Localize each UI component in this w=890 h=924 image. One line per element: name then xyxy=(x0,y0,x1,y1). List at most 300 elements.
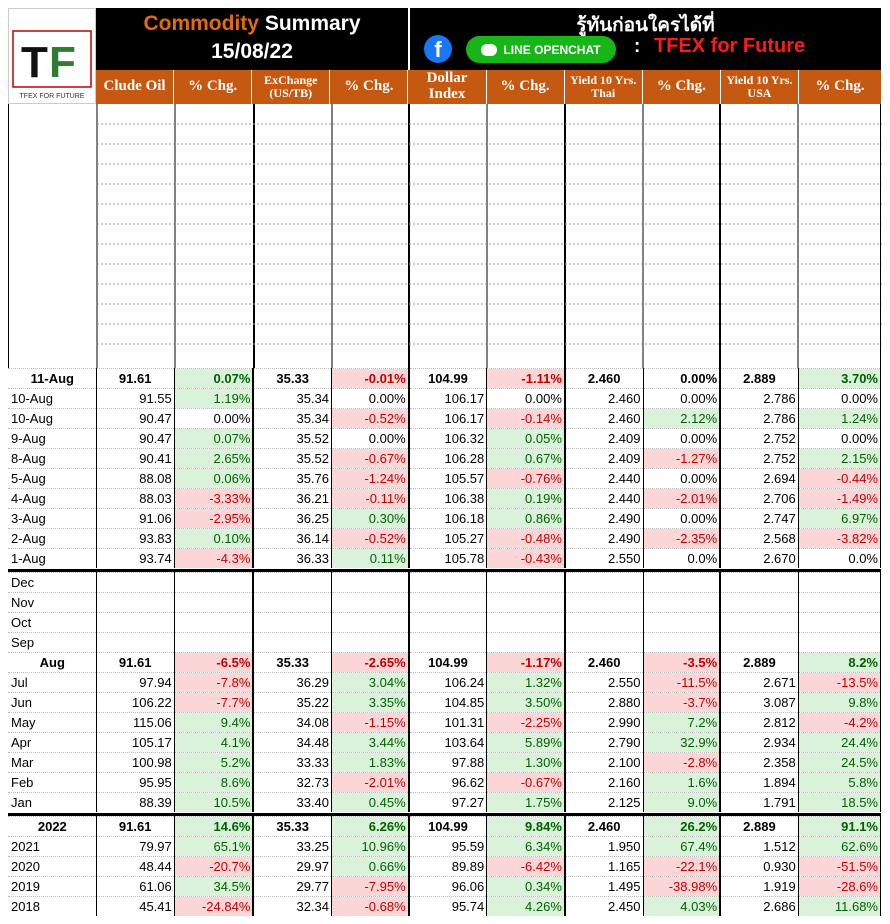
table-row xyxy=(8,529,881,549)
monthly-table xyxy=(8,572,881,812)
value-cell: 29.97 xyxy=(253,857,331,877)
pct-change-cell: 2.65% xyxy=(174,449,253,469)
value-cell: 1.950 xyxy=(565,837,643,857)
svg-text:F: F xyxy=(49,38,76,87)
pct-change-cell xyxy=(174,573,253,593)
pct-change-cell: 4.26% xyxy=(487,897,565,917)
value-cell: 95.74 xyxy=(409,897,487,917)
value-cell: 91.61 xyxy=(96,369,174,389)
pct-change-cell: 0.0% xyxy=(643,549,720,569)
value-cell: 90.47 xyxy=(96,429,174,449)
pct-change-cell: 62.6% xyxy=(798,837,880,857)
empty-grid xyxy=(9,104,882,368)
table-row xyxy=(8,369,881,389)
value-cell: 2.409 xyxy=(565,449,643,469)
pct-change-cell xyxy=(332,613,409,633)
pct-change-cell: -0.52% xyxy=(332,409,409,429)
col-header-exchange: ExChange (US/TB) xyxy=(252,70,330,104)
pct-change-cell: 2.12% xyxy=(643,409,720,429)
table-row xyxy=(8,429,881,449)
pct-change-cell: 0.11% xyxy=(332,549,409,569)
row-label: 2021 xyxy=(8,837,96,857)
value-cell: 2.460 xyxy=(565,389,643,409)
table-row xyxy=(8,897,881,917)
pct-change-cell: 0.00% xyxy=(643,429,720,449)
pct-change-cell: 91.1% xyxy=(798,817,880,837)
value-cell: 45.41 xyxy=(96,897,174,917)
empty-rows-area xyxy=(8,104,881,368)
table-row xyxy=(8,573,881,593)
value-cell xyxy=(565,613,643,633)
pct-change-cell: -24.84% xyxy=(174,897,253,917)
pct-change-cell: 0.00% xyxy=(798,389,880,409)
value-cell: 35.22 xyxy=(253,693,331,713)
table-row xyxy=(8,449,881,469)
pct-change-cell: 1.19% xyxy=(174,389,253,409)
value-cell: 2.752 xyxy=(720,449,798,469)
pct-change-cell xyxy=(643,613,720,633)
value-cell: 2.550 xyxy=(565,673,643,693)
pct-change-cell: 9.0% xyxy=(643,793,720,813)
pct-change-cell: -4.2% xyxy=(798,713,880,733)
pct-change-cell: -0.52% xyxy=(332,529,409,549)
pct-change-cell: 0.07% xyxy=(174,369,253,389)
value-cell: 35.52 xyxy=(253,449,331,469)
table-row xyxy=(8,673,881,693)
row-label: 1-Aug xyxy=(8,549,96,569)
row-label: Jul xyxy=(8,673,96,693)
yearly-table xyxy=(8,816,881,916)
value-cell: 2.450 xyxy=(565,897,643,917)
table-row xyxy=(8,733,881,753)
value-cell: 2.358 xyxy=(720,753,798,773)
value-cell: 2.694 xyxy=(720,469,798,489)
value-cell: 33.40 xyxy=(253,793,331,813)
pct-change-cell: 1.30% xyxy=(487,753,565,773)
pct-change-cell: -2.25% xyxy=(487,713,565,733)
svg-text:T: T xyxy=(21,38,48,87)
pct-change-cell: 0.34% xyxy=(487,877,565,897)
pct-change-cell: 34.5% xyxy=(174,877,253,897)
value-cell: 1.894 xyxy=(720,773,798,793)
value-cell: 36.33 xyxy=(253,549,331,569)
pct-change-cell: 8.6% xyxy=(174,773,253,793)
col-header-dollar-index: Dollar Index xyxy=(408,70,486,104)
value-cell xyxy=(409,613,487,633)
value-cell: 103.64 xyxy=(409,733,487,753)
value-cell: 2.880 xyxy=(565,693,643,713)
value-cell: 36.25 xyxy=(253,509,331,529)
pct-change-cell: -2.35% xyxy=(643,529,720,549)
row-label: Feb xyxy=(8,773,96,793)
value-cell: 33.33 xyxy=(253,753,331,773)
table-row xyxy=(8,389,881,409)
pct-change-cell: 11.68% xyxy=(798,897,880,917)
pct-change-cell: 0.66% xyxy=(332,857,409,877)
value-cell: 2.812 xyxy=(720,713,798,733)
table-row xyxy=(8,409,881,429)
row-label: Oct xyxy=(8,613,96,633)
value-cell: 32.34 xyxy=(253,897,331,917)
value-cell: 36.29 xyxy=(253,673,331,693)
value-cell: 91.06 xyxy=(96,509,174,529)
value-cell xyxy=(253,573,331,593)
pct-change-cell: 1.75% xyxy=(487,793,565,813)
value-cell: 2.889 xyxy=(720,369,798,389)
col-header-yield-usa: Yield 10 Yrs. USA xyxy=(721,70,799,104)
value-cell: 79.97 xyxy=(96,837,174,857)
table-row xyxy=(8,613,881,633)
value-cell: 2.686 xyxy=(720,897,798,917)
row-label: 4-Aug xyxy=(8,489,96,509)
brand-name: TFEX for Future xyxy=(654,35,806,57)
value-cell: 100.98 xyxy=(96,753,174,773)
pct-change-cell: -1.27% xyxy=(643,449,720,469)
value-cell: 106.17 xyxy=(409,409,487,429)
pct-change-cell: -1.15% xyxy=(332,713,409,733)
value-cell: 104.99 xyxy=(409,369,487,389)
title-block xyxy=(96,8,408,70)
value-cell: 91.61 xyxy=(96,653,174,673)
pct-change-cell: 1.6% xyxy=(643,773,720,793)
page-title xyxy=(96,10,408,38)
col-header-yield-thai: Yield 10 Yrs. Thai xyxy=(565,70,643,104)
pct-change-cell: -51.5% xyxy=(798,857,880,877)
value-cell: 97.94 xyxy=(96,673,174,693)
value-cell: 2.460 xyxy=(565,409,643,429)
pct-change-cell: 18.5% xyxy=(798,793,880,813)
pct-change-cell: 3.70% xyxy=(798,369,880,389)
pct-change-cell: 0.00% xyxy=(643,469,720,489)
pct-change-cell xyxy=(798,593,880,613)
value-cell: 34.48 xyxy=(253,733,331,753)
row-label: Apr xyxy=(8,733,96,753)
pct-change-cell: -0.76% xyxy=(487,469,565,489)
value-cell: 104.99 xyxy=(409,653,487,673)
pct-change-cell: 3.50% xyxy=(487,693,565,713)
row-label: Jan xyxy=(8,793,96,813)
pct-change-cell: -0.48% xyxy=(487,529,565,549)
value-cell: 2.490 xyxy=(565,509,643,529)
value-cell xyxy=(720,593,798,613)
pct-change-cell: 5.89% xyxy=(487,733,565,753)
value-cell xyxy=(720,613,798,633)
pct-change-cell: -28.6% xyxy=(798,877,880,897)
pct-change-cell: 9.8% xyxy=(798,693,880,713)
value-cell: 2.409 xyxy=(565,429,643,449)
pct-change-cell: -1.17% xyxy=(487,653,565,673)
pct-change-cell: 1.24% xyxy=(798,409,880,429)
value-cell: 2.706 xyxy=(720,489,798,509)
pct-change-cell xyxy=(643,633,720,653)
row-label: 2020 xyxy=(8,857,96,877)
title-commodity: Commodity xyxy=(143,12,259,35)
pct-change-cell: 9.4% xyxy=(174,713,253,733)
pct-change-cell: -1.24% xyxy=(332,469,409,489)
table-row xyxy=(8,857,881,877)
pct-change-cell: 1.32% xyxy=(487,673,565,693)
pct-change-cell xyxy=(174,593,253,613)
table-row xyxy=(8,713,881,733)
pct-change-cell: 6.97% xyxy=(798,509,880,529)
value-cell: 1.512 xyxy=(720,837,798,857)
col-header-chg: % Chg. xyxy=(643,70,721,104)
value-cell: 96.62 xyxy=(409,773,487,793)
title-summary: Summary xyxy=(264,12,361,35)
value-cell: 34.08 xyxy=(253,713,331,733)
value-cell xyxy=(96,633,174,653)
value-cell xyxy=(253,613,331,633)
pct-change-cell: -0.14% xyxy=(487,409,565,429)
row-label: Sep xyxy=(8,633,96,653)
value-cell: 35.33 xyxy=(253,369,331,389)
pct-change-cell: 0.07% xyxy=(174,429,253,449)
col-header-crude-oil: Clude Oil xyxy=(96,70,174,104)
pct-change-cell xyxy=(332,573,409,593)
daily-table xyxy=(8,368,881,568)
value-cell xyxy=(96,573,174,593)
pct-change-cell: 4.03% xyxy=(643,897,720,917)
row-label: 2-Aug xyxy=(8,529,96,549)
pct-change-cell: 24.4% xyxy=(798,733,880,753)
row-label: 11-Aug xyxy=(8,369,96,389)
pct-change-cell xyxy=(174,613,253,633)
table-row xyxy=(8,837,881,857)
pct-change-cell: -0.67% xyxy=(332,449,409,469)
line-openchat-label: LINE OPENCHAT xyxy=(503,42,601,57)
pct-change-cell: 0.00% xyxy=(643,389,720,409)
pct-change-cell: 0.00% xyxy=(798,429,880,449)
value-cell: 88.08 xyxy=(96,469,174,489)
colon-separator: : xyxy=(634,36,641,57)
value-cell: 88.39 xyxy=(96,793,174,813)
value-cell: 2.160 xyxy=(565,773,643,793)
table-row xyxy=(8,593,881,613)
pct-change-cell: 0.00% xyxy=(643,509,720,529)
pct-change-cell: -2.8% xyxy=(643,753,720,773)
pct-change-cell: 3.35% xyxy=(332,693,409,713)
value-cell: 1.495 xyxy=(565,877,643,897)
value-cell: 106.24 xyxy=(409,673,487,693)
value-cell xyxy=(253,593,331,613)
pct-change-cell: 10.5% xyxy=(174,793,253,813)
column-header-row xyxy=(96,70,881,104)
pct-change-cell: -0.11% xyxy=(332,489,409,509)
pct-change-cell: -2.01% xyxy=(332,773,409,793)
pct-change-cell xyxy=(487,633,565,653)
value-cell: 106.32 xyxy=(409,429,487,449)
value-cell: 48.44 xyxy=(96,857,174,877)
report-date: 15/08/22 xyxy=(211,40,293,63)
row-label: 5-Aug xyxy=(8,469,96,489)
pct-change-cell: 2.15% xyxy=(798,449,880,469)
pct-change-cell: 14.6% xyxy=(174,817,253,837)
pct-change-cell: 6.26% xyxy=(332,817,409,837)
value-cell: 35.34 xyxy=(253,389,331,409)
value-cell: 95.95 xyxy=(96,773,174,793)
pct-change-cell: -3.82% xyxy=(798,529,880,549)
value-cell: 95.59 xyxy=(409,837,487,857)
value-cell xyxy=(565,593,643,613)
row-label: 10-Aug xyxy=(8,409,96,429)
pct-change-cell: 0.00% xyxy=(643,369,720,389)
pct-change-cell: -2.01% xyxy=(643,489,720,509)
col-header-chg: % Chg. xyxy=(330,70,408,104)
table-row xyxy=(8,753,881,773)
table-row xyxy=(8,489,881,509)
pct-change-cell xyxy=(798,613,880,633)
value-cell: 35.52 xyxy=(253,429,331,449)
pct-change-cell: 0.30% xyxy=(332,509,409,529)
pct-change-cell: -7.8% xyxy=(174,673,253,693)
pct-change-cell: 8.2% xyxy=(798,653,880,673)
value-cell: 104.85 xyxy=(409,693,487,713)
row-label: Jun xyxy=(8,693,96,713)
table-row xyxy=(8,653,881,673)
pct-change-cell: -3.7% xyxy=(643,693,720,713)
value-cell: 2.670 xyxy=(720,549,798,569)
table-row xyxy=(8,773,881,793)
pct-change-cell: -0.01% xyxy=(332,369,409,389)
value-cell: 96.06 xyxy=(409,877,487,897)
value-cell xyxy=(96,593,174,613)
value-cell: 93.83 xyxy=(96,529,174,549)
pct-change-cell: -3.5% xyxy=(643,653,720,673)
value-cell: 2.125 xyxy=(565,793,643,813)
logo-graphic xyxy=(9,9,95,103)
pct-change-cell: -13.5% xyxy=(798,673,880,693)
value-cell: 2.550 xyxy=(565,549,643,569)
pct-change-cell: 0.00% xyxy=(174,409,253,429)
value-cell: 2.490 xyxy=(565,529,643,549)
facebook-icon[interactable]: f xyxy=(424,35,452,63)
value-cell: 1.165 xyxy=(565,857,643,877)
value-cell: 90.41 xyxy=(96,449,174,469)
row-label: 3-Aug xyxy=(8,509,96,529)
value-cell xyxy=(720,573,798,593)
value-cell: 104.99 xyxy=(409,817,487,837)
value-cell: 2.889 xyxy=(720,817,798,837)
pct-change-cell: -22.1% xyxy=(643,857,720,877)
pct-change-cell: 5.8% xyxy=(798,773,880,793)
row-label: Mar xyxy=(8,753,96,773)
row-label: 2019 xyxy=(8,877,96,897)
value-cell: 106.38 xyxy=(409,489,487,509)
pct-change-cell: 0.10% xyxy=(174,529,253,549)
value-cell: 105.57 xyxy=(409,469,487,489)
value-cell xyxy=(565,573,643,593)
pct-change-cell: 32.9% xyxy=(643,733,720,753)
value-cell: 91.61 xyxy=(96,817,174,837)
value-cell: 35.76 xyxy=(253,469,331,489)
pct-change-cell: -0.43% xyxy=(487,549,565,569)
value-cell: 115.06 xyxy=(96,713,174,733)
value-cell: 29.77 xyxy=(253,877,331,897)
value-cell xyxy=(409,573,487,593)
pct-change-cell xyxy=(174,633,253,653)
pct-change-cell: -0.68% xyxy=(332,897,409,917)
pct-change-cell: 3.44% xyxy=(332,733,409,753)
pct-change-cell: 0.45% xyxy=(332,793,409,813)
value-cell: 0.930 xyxy=(720,857,798,877)
pct-change-cell: 7.2% xyxy=(643,713,720,733)
value-cell: 93.74 xyxy=(96,549,174,569)
row-label: 2022 xyxy=(8,817,96,837)
pct-change-cell: -6.42% xyxy=(487,857,565,877)
row-label: May xyxy=(8,713,96,733)
pct-change-cell xyxy=(332,593,409,613)
value-cell: 101.31 xyxy=(409,713,487,733)
pct-change-cell xyxy=(798,573,880,593)
pct-change-cell xyxy=(487,573,565,593)
value-cell: 91.55 xyxy=(96,389,174,409)
value-cell: 89.89 xyxy=(409,857,487,877)
pct-change-cell: 9.84% xyxy=(487,817,565,837)
pct-change-cell xyxy=(487,613,565,633)
pct-change-cell: 3.04% xyxy=(332,673,409,693)
pct-change-cell: -2.95% xyxy=(174,509,253,529)
table-row xyxy=(8,793,881,813)
value-cell: 2.752 xyxy=(720,429,798,449)
value-cell xyxy=(720,633,798,653)
value-cell: 2.568 xyxy=(720,529,798,549)
pct-change-cell: -38.98% xyxy=(643,877,720,897)
pct-change-cell: -0.44% xyxy=(798,469,880,489)
pct-change-cell: 10.96% xyxy=(332,837,409,857)
value-cell: 106.18 xyxy=(409,509,487,529)
pct-change-cell xyxy=(487,593,565,613)
pct-change-cell xyxy=(643,573,720,593)
promo-block xyxy=(410,8,881,70)
pct-change-cell xyxy=(643,593,720,613)
value-cell: 106.22 xyxy=(96,693,174,713)
value-cell: 106.28 xyxy=(409,449,487,469)
pct-change-cell: -0.67% xyxy=(487,773,565,793)
pct-change-cell: -2.65% xyxy=(332,653,409,673)
value-cell: 2.790 xyxy=(565,733,643,753)
table-row xyxy=(8,509,881,529)
pct-change-cell: -6.5% xyxy=(174,653,253,673)
line-openchat-button[interactable] xyxy=(466,36,616,63)
value-cell: 35.34 xyxy=(253,409,331,429)
value-cell: 2.440 xyxy=(565,489,643,509)
value-cell: 2.100 xyxy=(565,753,643,773)
value-cell: 2.460 xyxy=(565,369,643,389)
pct-change-cell xyxy=(332,633,409,653)
value-cell: 33.25 xyxy=(253,837,331,857)
pct-change-cell: 0.19% xyxy=(487,489,565,509)
line-icon xyxy=(481,44,497,56)
pct-change-cell: 0.67% xyxy=(487,449,565,469)
pct-change-cell: 0.86% xyxy=(487,509,565,529)
pct-change-cell: 0.00% xyxy=(332,429,409,449)
pct-change-cell: -7.7% xyxy=(174,693,253,713)
value-cell: 2.889 xyxy=(720,653,798,673)
value-cell: 61.06 xyxy=(96,877,174,897)
value-cell: 1.919 xyxy=(720,877,798,897)
value-cell: 88.03 xyxy=(96,489,174,509)
pct-change-cell: -11.5% xyxy=(643,673,720,693)
pct-change-cell: 1.83% xyxy=(332,753,409,773)
value-cell: 2.786 xyxy=(720,409,798,429)
col-header-chg: % Chg. xyxy=(799,70,881,104)
value-cell: 90.47 xyxy=(96,409,174,429)
value-cell xyxy=(253,633,331,653)
value-cell: 105.17 xyxy=(96,733,174,753)
pct-change-cell: 0.0% xyxy=(798,549,880,569)
pct-change-cell: 6.34% xyxy=(487,837,565,857)
slogan-text: รู้ทันก่อนใครได้ที่ xyxy=(576,14,715,36)
